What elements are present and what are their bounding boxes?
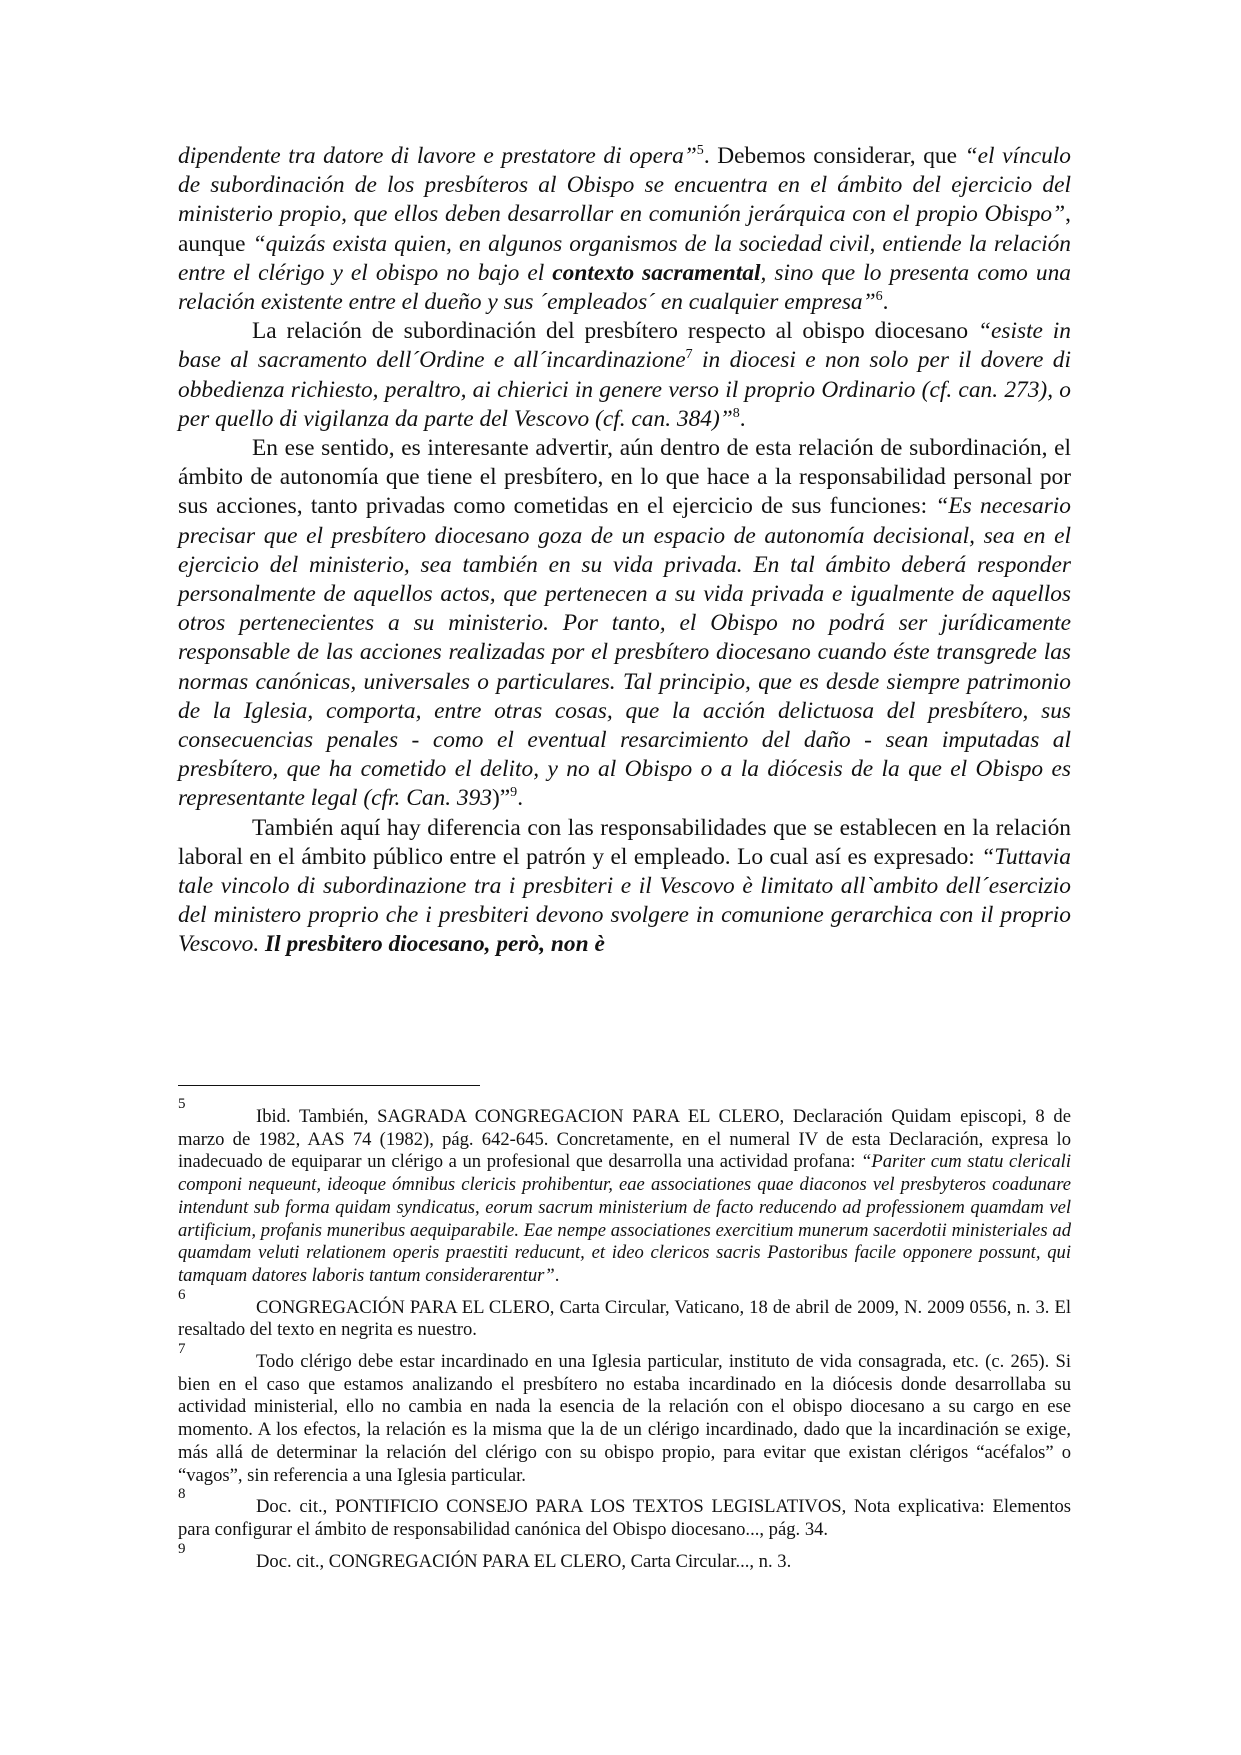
footnotes <box>178 1097 1071 1573</box>
latin-quote: “Pariter cum statu clericali componi nequeunt, ideoque ómnibus clericis prohibentur, eae associationes quae diaconos vel presbyteros coadunare intendunt sub forma quidam syndicatus, eorum sacrum ministerium de facto reducendo ad professionem quamdam vel artificium, profanis muneribus aequiparabile. Eae nempe associationes exercitium munerum sacerdotii ministeriales ad quamdam veluti relationem operis praestiti reducunt, et ideo clericos sacris Pastoribus facile opponere possunt, qui tamquam datores laboris tantum considerarentur” <box>178 1151 1072 1286</box>
footnote-text: Ibid. También, SAGRADA CONGREGACION PARA EL CLERO, Declaración Quidam episcopi, 8 de marzo de 1982, AAS 74 (1982), pág. 642-645. Concretamente, en el numeral IV de esta Declaración, expresa lo inadecuado de equiparar un clérigo a un profesional que desarrolla una actividad profana: <box>178 1106 1071 1173</box>
footnote-text: CONGREGACIÓN PARA EL CLERO, Carta Circular, Vaticano, 18 de abril de 2009, N. 2009 0556, n. 3. El resaltado del texto en negrita es nuestro. <box>178 1296 1071 1341</box>
quote: “Es necesario precisar que el presbítero diocesano goza de un espacio de autonomía decisional, sea en el ejercicio del ministerio, sea también en su vida privada. En tal ámbito deberá responder personalmente de aquellos actos, que pertenecen a su vida privada e igualmente de aquellos otros pertenecientes a su ministerio. Por tanto, el Obispo no podrá ser jurídicamente responsable de las acciones realizadas por el presbítero diocesano cuando éste transgrede las normas canónicas, universales o particulares. Tal principio, que es desde siempre patrimonio de la Iglesia, comporta, entre otras cosas, que la acción delictuosa del presbítero, sus consecuencias penales - como el eventual resarcimiento del daño - sean imputadas al presbítero, que ha cometido el delito, y no al Obispo o a la diócesis de la que el Obispo es representante legal (cfr. Can. 393 <box>178 493 1071 812</box>
footnote-body <box>178 1351 1071 1487</box>
text: . <box>882 289 889 316</box>
text: También aquí hay diferencia con las responsabilidades que se establecen en la relación laboral en el ámbito público entre el patrón y el empleado. Lo cual así es expresado: <box>178 814 1071 870</box>
footnote-7 <box>178 1342 1071 1487</box>
footnote-text: Doc. cit., PONTIFICIO CONSEJO PARA LOS TEXTOS LEGISLATIVOS, Nota explicativa: Elementos para configurar el ámbito de responsabilidad canónica del Obispo diocesano..., pág. 34. <box>178 1496 1071 1540</box>
text: La relación de subordinación del presbítero respecto al obispo diocesano <box>252 318 978 345</box>
quote <box>178 231 1071 315</box>
text: , aunque <box>178 201 1071 257</box>
footnote-text: Todo clérigo debe estar incardinado en una Iglesia particular, instituto de vida consagrada, etc. (c. 265). Si bien en el caso que estamos analizando el presbítero no estaba incardinado en la diócesis donde desarrollaba su actividad ministerial, ello no cambia en nada la esencia de la relación con el obispo diocesano a su cargo en ese momento. A los efectos, la relación es la misma que la de un clérigo incardinado, dado que la incardinación se exige, más allá de determinar la relación del clérigo con su obispo propio, para evitar que existan clérigos “acéfalos” o “vagos”, sin referencia a una Iglesia particular. <box>178 1351 1071 1486</box>
footnote-ref-5: 5 <box>696 142 704 159</box>
footnote-ref-6: 6 <box>875 288 883 305</box>
footnote-8 <box>178 1487 1071 1541</box>
footnote-number: 6 <box>178 1286 186 1303</box>
text: En ese sentido, es interesante advertir, aún dentro de esta relación de subordinación, el ámbito de autonomía que tiene el presbítero, en lo que hace a la responsabilidad personal por sus acciones, tanto privadas como cometidas en el ejercicio de sus funciones: <box>178 435 1071 520</box>
quote-text: “quizás exista quien, en algunos organismos de la sociedad civil, entiende la relación entre el clérigo y el obispo no bajo el <box>178 230 1071 286</box>
footnote-text: . <box>554 1264 560 1286</box>
footnote-separator <box>178 1085 480 1086</box>
footnote-6 <box>178 1288 1071 1342</box>
paragraph-3 <box>178 434 1071 814</box>
quote-italian: dipendente tra datore di lavore e prestatore di opera” <box>178 143 697 169</box>
footnote-number: 8 <box>178 1486 186 1503</box>
text: . <box>517 785 524 812</box>
bold-emphasis: contexto sacramental <box>552 259 761 286</box>
paragraph-1 <box>178 142 1071 317</box>
footnote-body <box>178 1496 1071 1541</box>
footnote-5 <box>178 1097 1071 1288</box>
paragraph-2 <box>178 317 1071 434</box>
footnote-text: Doc. cit., CONGREGACIÓN PARA EL CLERO, Carta Circular..., n. 3. <box>256 1550 792 1572</box>
footnote-number: 9 <box>178 1540 186 1557</box>
quote: in diocesi e non solo per il dovere di obbedienza richiesto, peraltro, ai chierici in genere verso il proprio Ordinario (cf. can. 273), o per quello di vigilanza da parte del Vescovo (cf. can. 384)” <box>178 347 1071 432</box>
quote: “el vínculo de subordinación de los presbíteros al Obispo se encuentra en el ámbito del ejercicio del ministerio propio, que ellos deben desarrollar en comunión jerárquica con el propio Obispo” <box>178 143 1071 228</box>
footnote-ref-7: 7 <box>685 346 693 363</box>
footnote-ref-8: 8 <box>732 405 740 422</box>
bold-emphasis: Il presbitero diocesano, però, non è <box>265 931 605 958</box>
footnote-body <box>178 1297 1071 1342</box>
quote-text: , sino que lo presenta como una relación existente entre el dueño y sus ´empleados´ en cualquier empresa” <box>178 259 1071 316</box>
footnote-9 <box>178 1542 1071 1574</box>
footnote-number: 7 <box>178 1341 186 1358</box>
footnote-number: 5 <box>178 1096 186 1112</box>
paragraph-4 <box>178 814 1071 960</box>
main-text <box>178 142 1071 960</box>
text: )” <box>492 785 511 812</box>
footnote-body <box>178 1551 1071 1574</box>
quote-italian: “Tuttavia tale vincolo di subordinazione tra i presbiteri e il Vescovo è limitato all`ambito dell´esercizio del ministero proprio che i presbiteri devono svolgere in comunione gerarchica con il proprio Vescovo. <box>178 843 1071 958</box>
footnote-body <box>178 1106 1071 1288</box>
text: . <box>739 405 746 432</box>
quote: “esiste in base al sacramento dell´Ordine e all´incardinazione <box>178 318 1071 374</box>
footnote-ref-9: 9 <box>510 784 518 801</box>
text: . Debemos considerar, que <box>703 143 965 169</box>
